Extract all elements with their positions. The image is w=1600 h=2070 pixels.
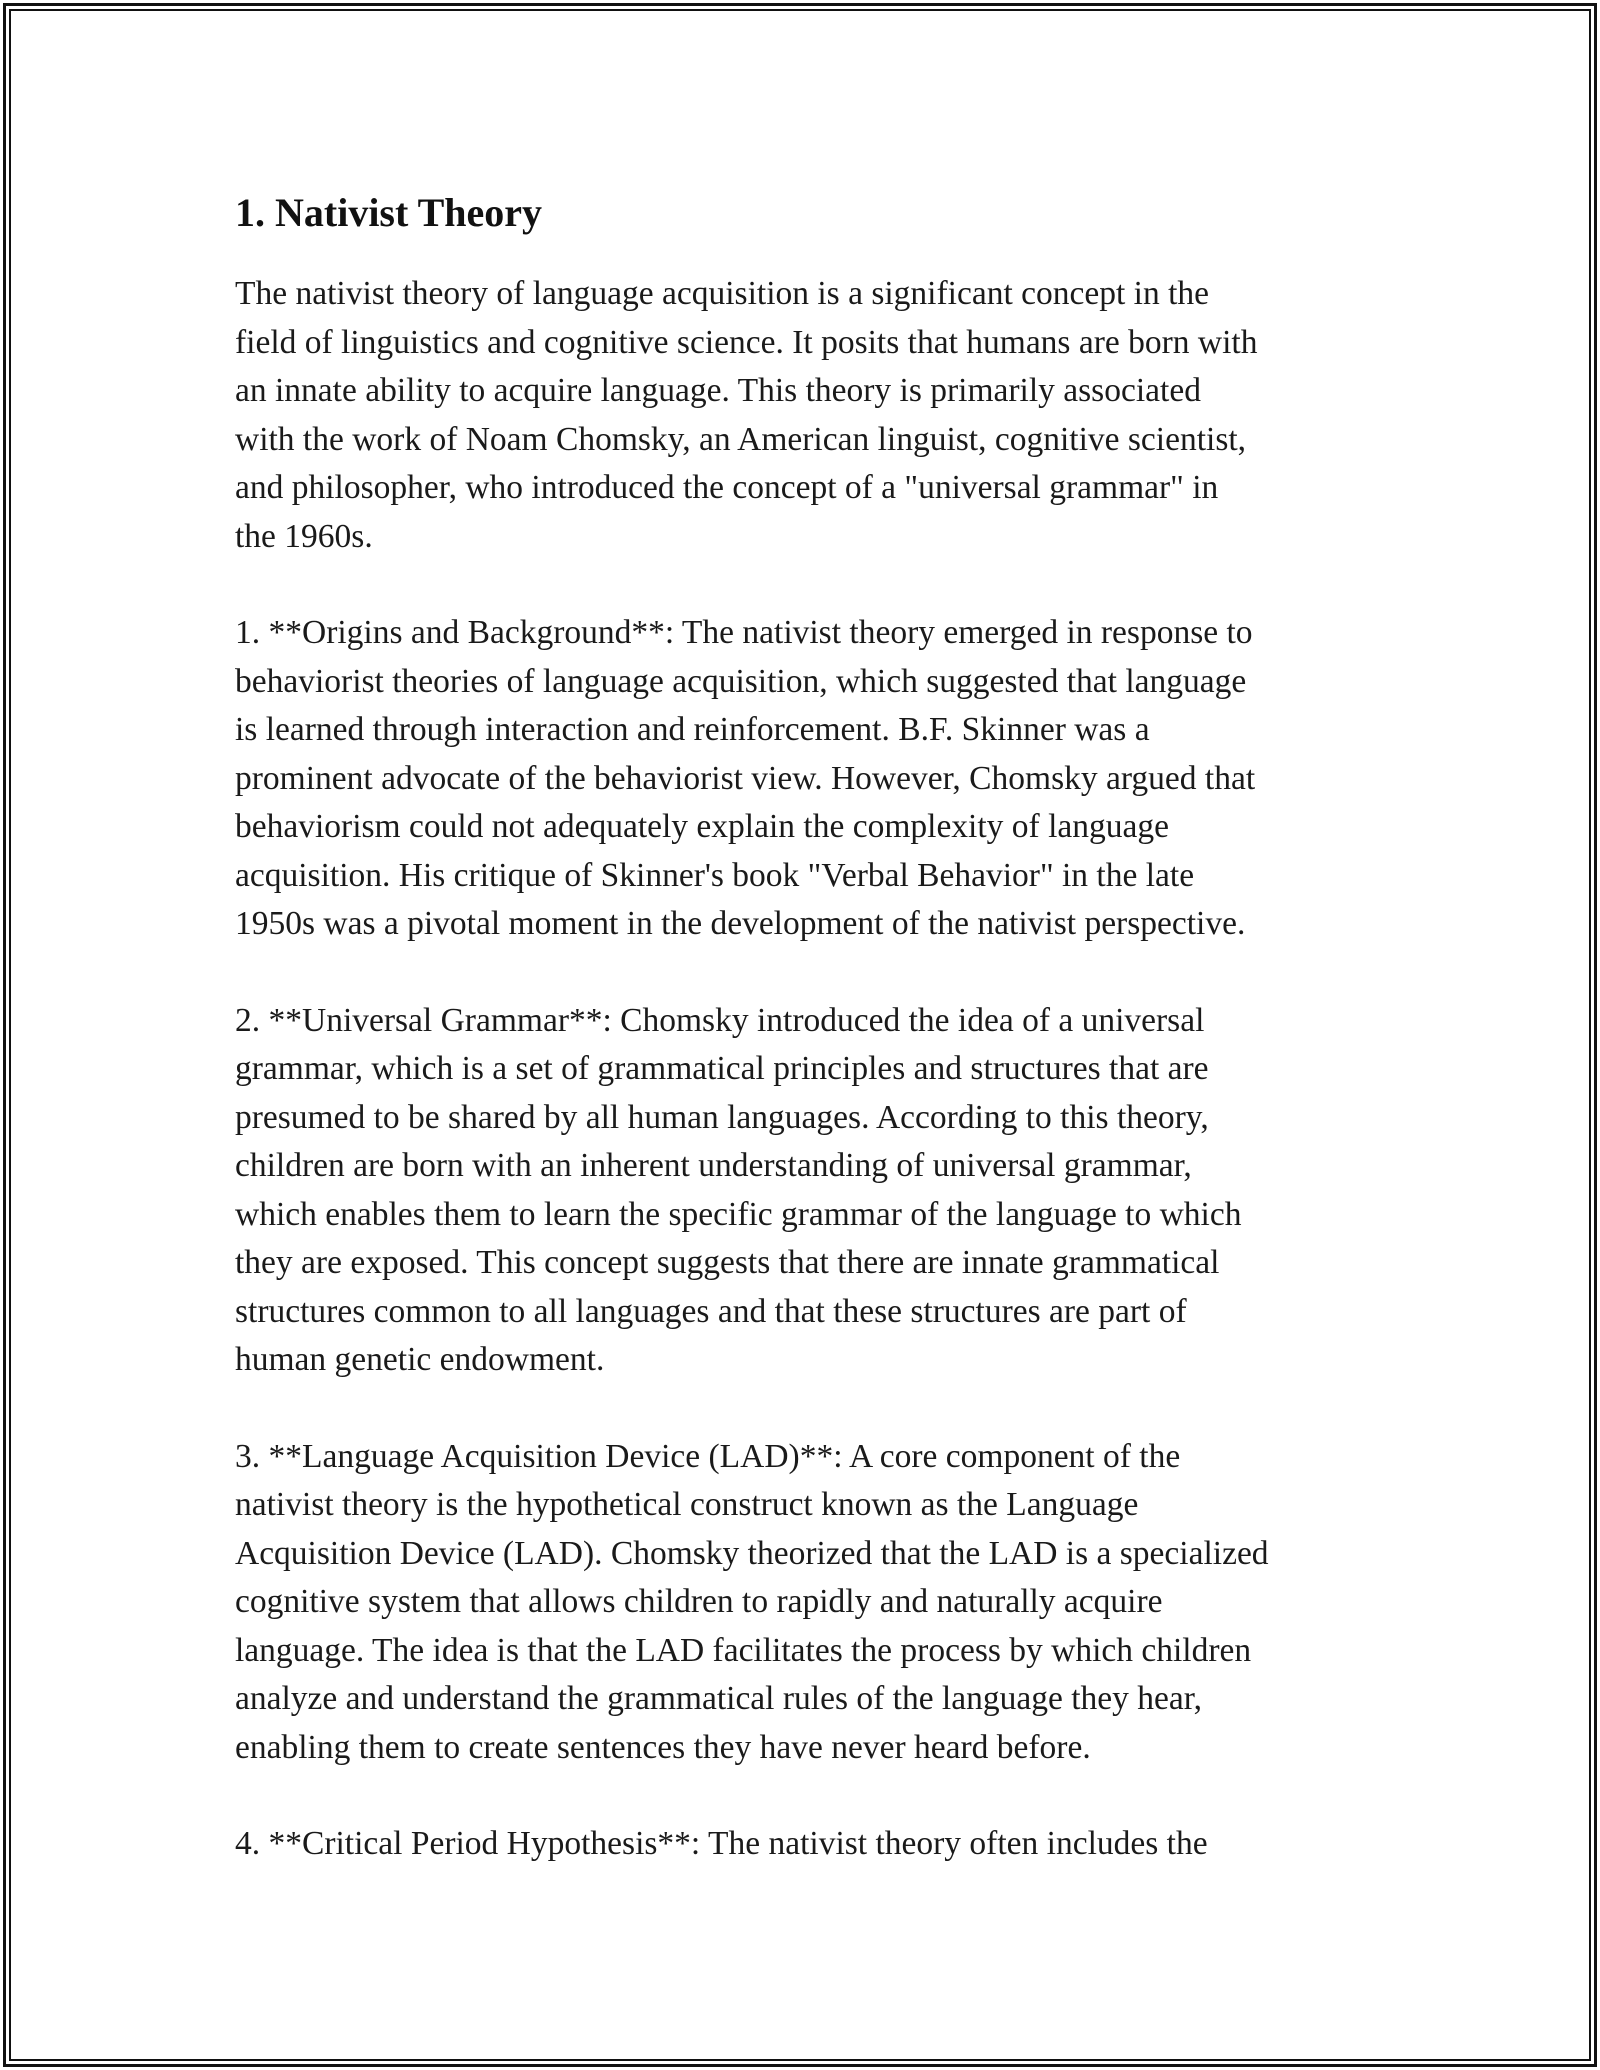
lad-paragraph: 3. **Language Acquisition Device (LAD)**: A core component of the nativist theory is the hypothetical construct known as the Language Acquisition Device (LAD). Chomsky theorized that the LAD is a specialized cognitive system that allows children to rapidly and naturally acquire language. The idea is that the LAD facilitates the process by which children analyze and understand the grammatical rules of the language they hear, enabling them to create sentences they have never heard before. [235,1437,1269,1766]
intro-paragraph: The nativist theory of language acquisition is a significant concept in the field of linguistics and cognitive science. It posits that humans are born with an innate ability to acquire language. This theory is primarily associated with the work of Noam Chomsky, an American linguist, cognitive scientist, and philosopher, who introduced the concept of a "universal grammar" in the 1960s. [235,275,1258,555]
document-body [235,180,1395,1917]
critical-period-paragraph: 4. **Critical Period Hypothesis**: The nativist theory often includes the [235,1825,1208,1862]
origins-paragraph: 1. **Origins and Background**: The nativist theory emerged in response to behaviorist theories of language acquisition, which suggested that language is learned through interaction and reinforcement. B.F. Skinner was a prominent advocate of the behaviorist view. However, Chomsky argued that behaviorism could not adequately explain the complexity of language acquisition. His critique of Skinner's book "Verbal Behavior" in the late 1950s was a pivotal moment in the development of the nativist perspective. [235,614,1256,942]
universal-grammar-paragraph: 2. **Universal Grammar**: Chomsky introduced the idea of a universal grammar, which is a set of grammatical principles and structures that are presumed to be shared by all human languages. According to this theory, children are born with an inherent understanding of universal grammar, which enables them to learn the specific grammar of the language to which they are exposed. This concept suggests that there are innate grammatical structures common to all languages and that these structures are part of human genetic endowment. [235,1001,1242,1378]
section-heading: 1. Nativist Theory [235,190,543,235]
